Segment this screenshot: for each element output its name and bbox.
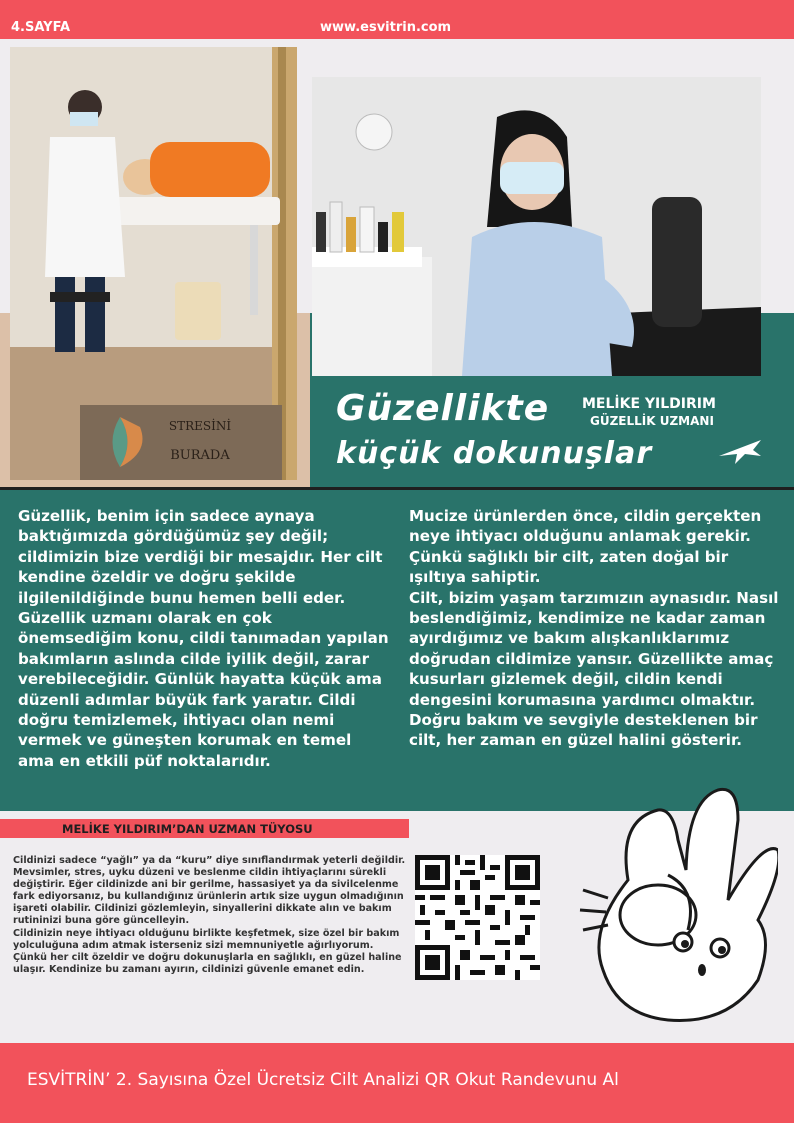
treatment-photo: [10, 47, 297, 480]
tip-body: [13, 855, 408, 976]
headline-line1: Güzellikte: [336, 388, 550, 429]
tip-heading: MELİKE YILDIRIM’DAN UZMAN TÜYOSU: [62, 822, 313, 836]
article-column-2: [409, 506, 787, 751]
plane-icon: [717, 430, 763, 466]
author-role: GÜZELLİK UZMANI: [590, 414, 714, 428]
headline-line2: küçük dokunuşlar: [336, 436, 653, 471]
footer-cta: ESVİTRİN’ 2. Sayısına Özel Ücretsiz Cilt Analizi QR Okut Randevunu Al: [27, 1070, 619, 1090]
tip-paragraph: Cildinizi sadece “yağlı” ya da “kuru” diye sınıflandırmak yeterli değildir. Mevsimler, stres, uyku düzeni ve beslenme cildin ihtiyaçlarını sürekli değiştirir. Eğer cildinizde ani bir gerilme, hassasiyet ya da sivilcelenme fark ediyorsanız, bu kullandığınız ürünlerin artık size uygun olmadığının işareti olabilir. Cildinizi gözlemleyin, sinyallerini dikkate alın ve bakım rutininizi buna göre güncelleyin.: [13, 855, 406, 927]
doormat-line1: STRESİNİ: [168, 419, 232, 433]
article-column-1: [18, 506, 390, 771]
article-paragraph: Cilt, bizim yaşam tarzımızın aynasıdır. Nasıl beslendiğimiz, kendimize ne kadar zaman ayırdığımız ve bakım alışkanlıklarımız doğrudan cildimize yansır. Güzellikte amaç kusurları gizlemek değil, cildin kendi dengesini korumasına yardımcı olmaktır. Doğru bakım ve sevgiyle desteklenen bir cilt, her zaman en güzel halini gösterir.: [409, 588, 779, 750]
doormat-line2: BURADA: [170, 448, 230, 463]
article-paragraph: Güzellik, benim için sadece aynaya baktığımızda gördüğümüz şey değil; cildimizin bize verdiği bir mesajdır. Her cilt kendine özeldir ve doğru şekilde ilgilenildiğinde bunu hemen belli eder. Güzellik uzmanı olarak en çok önemsediğim konu, cildi tanımadan yapılan bakımların aslında cilde iyilik değil, zarar verebileceğidir. Günlük hayatta küçük ama düzenli adımlar büyük fark yaratır. Cildi doğru temizlemek, ihtiyacı olan nemi vermek ve güneşten korumak en temel ama en etkili püf noktalarıdır.: [18, 507, 389, 770]
qr-code[interactable]: [415, 855, 540, 980]
tip-paragraph: Cildinizin neye ihtiyacı olduğunu birlikte keşfetmek, size özel bir bakım yolculuğuna adım atmak isterseniz sizi memnuniyetle ağırlıyorum. Çünkü her cilt özeldir ve doğru dokunuşlarla en sağlıklı, en güzel haline ulaşır. Kendinize bu zamanı ayırın, cildinizi güvenle emanet edin.: [13, 927, 402, 975]
article-section: [0, 490, 794, 811]
website-link[interactable]: www.esvitrin.com: [320, 20, 452, 35]
ok-hand-illustration: [578, 780, 778, 1030]
portrait-photo: [312, 77, 761, 376]
author-name: MELİKE YILDIRIM: [582, 396, 716, 412]
page-number: 4.SAYFA: [11, 20, 71, 35]
article-paragraph: Mucize ürünlerden önce, cildin gerçekten neye ihtiyacı olduğunu anlamak gerekir. Çünkü sağlıklı bir cilt, zaten doğal bir ışıltıya sahiptir.: [409, 507, 762, 587]
